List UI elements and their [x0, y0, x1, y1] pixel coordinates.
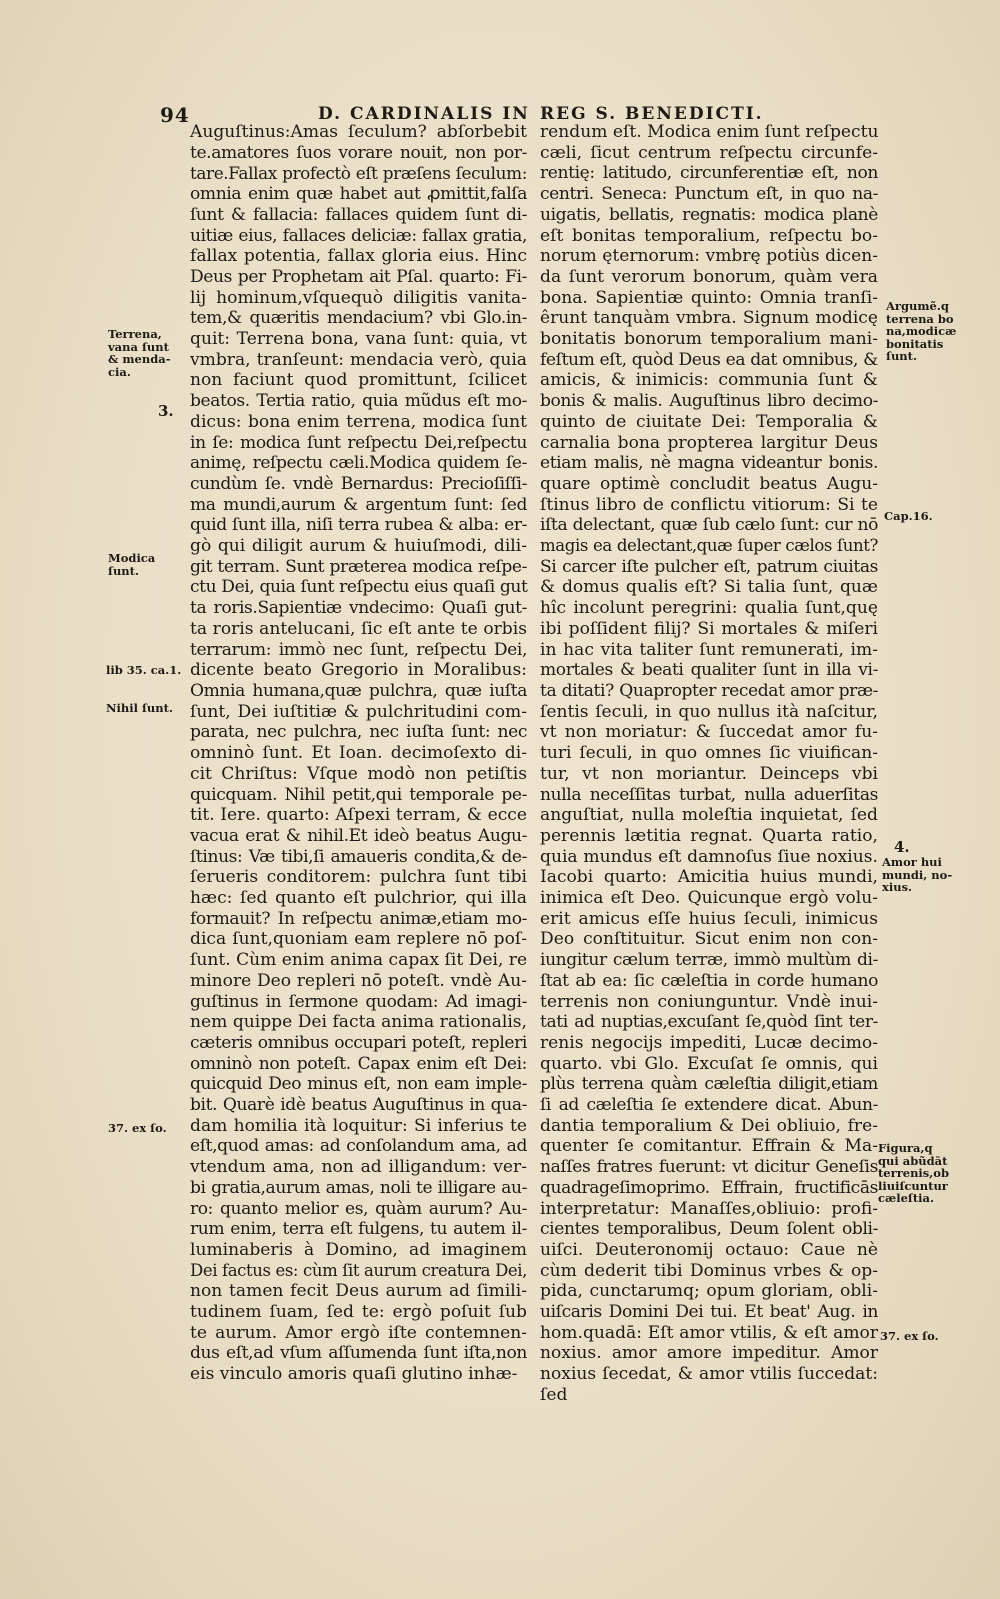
text-line: ſunt & fallacia: fallaces quidem ſunt di-: [190, 204, 527, 225]
text-line: êrunt tanquàm vmbra. Signum modicę: [540, 308, 878, 329]
margin-note-line: vana ſunt: [108, 339, 169, 354]
text-line: in hac vita taliter ſunt remunerati, im-: [540, 639, 878, 660]
text-line: tit. Iere. quarto: Aſpexi terram, & ecce: [190, 805, 527, 826]
margin-note-terrena: [108, 328, 171, 378]
text-line: tem,& quæritis mendacium? vbi Glo.in-: [190, 308, 527, 329]
text-line: parata, nec pulchra, nec iuſta ſunt: nec: [190, 722, 527, 743]
text-line: ibi poſſident filij? Si mortales & miſeri: [540, 618, 878, 639]
text-line: non faciunt quod promittunt, ſcilicet: [190, 370, 527, 391]
text-line: ta roris antelucani, ſic eſt ante te orbis: [190, 618, 527, 639]
text-line: perennis lætitia regnat. Quarta ratio,: [540, 825, 878, 846]
margin-note-reference: 37. ex ſo.: [880, 1329, 939, 1343]
text-line: git terram. Sunt præterea modica reſpe-: [190, 556, 527, 577]
text-line: animę, reſpectu cæli.Modica quidem ſe-: [190, 453, 527, 474]
text-line: vacua erat & nihil.Et ideò beatus Augu-: [190, 825, 527, 846]
text-line: cùm dederit tibi Dominus vrbes & op-: [540, 1260, 878, 1281]
text-line: turi ſeculi, in quo omnes ſic viuifican-: [540, 743, 878, 764]
text-line: rum enim, terra eſt fulgens, tu autem il-: [190, 1219, 527, 1240]
text-line: uiſcaris Domini Dei tui. Et beat' Aug. in: [540, 1302, 878, 1323]
text-line: bi gratia,aurum amas, noli te illigare au-: [190, 1177, 527, 1198]
text-line: in ſe: modica ſunt reſpectu Dei,reſpectu: [190, 432, 527, 453]
text-line: eſt bonitas temporalium, reſpectu bo-: [540, 225, 878, 246]
text-line: Deo conſtituitur. Sicut enim non con-: [540, 929, 878, 950]
margin-note-line: ſunt.: [108, 563, 139, 578]
text-line: terrarum: immò nec ſunt, reſpectu Dei,: [190, 639, 527, 660]
text-line: uiſci. Deuteronomij octauo: Caue nè: [540, 1239, 878, 1260]
text-line: feſtum eſt, quòd Deus ea dat omnibus, &: [540, 349, 878, 370]
text-line: ſtat ab ea: ſic cæleſtia in corde humano: [540, 970, 878, 991]
margin-note-lib: lib 35. ca.1.: [106, 663, 182, 677]
text-line: eſt,quod amas: ad conſolandum ama, ad: [190, 1136, 527, 1157]
text-line: iungitur cælum terræ, immò multùm di-: [540, 950, 878, 971]
text-line: hîc incolunt peregrini: qualia ſunt,quę: [540, 598, 878, 619]
text-line: ſtinus libro de conflictu vitiorum: Si te: [540, 494, 878, 515]
text-line: etiam malis, nè magna videantur bonis.: [540, 453, 878, 474]
text-line: ſunt. Cùm enim anima capax ſit Dei, re: [190, 950, 528, 971]
margin-note-line: Terrena,: [108, 327, 162, 341]
text-line: cæteris omnibus occupari poteſt, repleri: [190, 1032, 527, 1053]
text-line: tati ad nuptias,excuſant ſe,quòd ſint ter-: [540, 1012, 878, 1033]
text-line: beatos. Tertia ratio, quia mũdus eſt mo-: [190, 391, 527, 412]
text-line: ta roris.Sapientiæ vndecimo: Quaſi gut-: [190, 598, 527, 619]
text-line: ro: quanto melior es, quàm aurum? Au-: [190, 1198, 527, 1219]
text-line: terrenis non coniunguntur. Vndè inui-: [540, 991, 878, 1012]
text-line: Deus per Prophetam ait Pſal. quarto: Fi-: [190, 266, 527, 287]
text-line: quarto. vbi Glo. Excuſat ſe omnis, qui: [540, 1053, 878, 1074]
text-line: dus eſt,ad vſum aſſumenda ſunt iſta,non: [190, 1343, 527, 1364]
text-line: te aurum. Amor ergò iſte contemnen-: [190, 1322, 527, 1343]
text-line: tudinem ſuam, ſed te: ergò poſuit ſub: [190, 1302, 527, 1323]
text-line: hæc: ſed quanto eſt pulchrior, qui illa: [190, 888, 527, 909]
text-line: vmbra, tranſeunt: mendacia verò, quia: [190, 349, 527, 370]
margin-note-line: & menda-: [108, 352, 171, 366]
text-line: inimica eſt Deo. Quicunque ergò volu-: [540, 888, 878, 909]
text-line: noxius ſecedat, & amor vtilis ſuccedat:: [540, 1364, 878, 1385]
margin-note-line: Modica: [108, 551, 156, 565]
text-line: formauit? In reſpectu animæ,etiam mo-: [190, 908, 527, 929]
text-line: Omnia humana,quæ pulchra, quæ iuſta: [190, 680, 527, 701]
text-line: ſunt, Dei iuſtitiæ & pulchritudini com-: [190, 701, 527, 722]
margin-note-line: ſunt.: [886, 349, 917, 363]
text-line: bit. Quarè idè beatus Auguſtinus in qua-: [190, 1095, 527, 1116]
margin-note-nihil: Nihil ſunt.: [106, 701, 173, 715]
text-line: non tamen fecit Deus aurum ad ſimili-: [190, 1281, 527, 1302]
text-line: Dei factus es: cùm ſit aurum creatura Dei,: [190, 1260, 527, 1280]
text-line: naſſes fratres fuerunt: vt dicitur Geneſis: [540, 1157, 878, 1178]
running-head-right: REG S. BENEDICTI.: [540, 104, 764, 124]
margin-note-argumentum: [886, 300, 956, 363]
text-line: erit amicus eſſe huius ſeculi, inimicus: [540, 908, 878, 929]
text-line: te.amatores ſuos vorare nouit, non por-: [190, 142, 527, 163]
margin-note-line: qui abũdāt: [878, 1153, 948, 1168]
text-line: bonitatis bonorum temporalium mani-: [540, 329, 878, 350]
text-line: ta ditati? Quapropter recedat amor præ-: [540, 680, 878, 701]
text-line: nem quippe Dei facta anima rationalis,: [190, 1012, 527, 1033]
text-line: cit Chriſtus: Vſque modò non petiſtis: [190, 763, 527, 784]
text-line: Iacobi quarto: Amicitia huius mundi,: [540, 867, 878, 888]
text-line: dantia temporalium & Dei obliuio, fre-: [540, 1115, 878, 1136]
text-line: bona. Sapientiæ quinto: Omnia tranſi-: [540, 287, 878, 308]
margin-note-chapter: Cap.16.: [884, 509, 933, 523]
text-line: iſta delectant, quæ ſub cælo ſunt: cur nō: [540, 515, 878, 536]
margin-note-line: terrena bo: [886, 311, 954, 326]
text-line: noxius. amor amore impeditur. Amor: [540, 1343, 878, 1364]
margin-note-line: bonitatis: [886, 336, 944, 351]
text-line: vtendum ama, non ad illigandum: ver-: [190, 1157, 527, 1178]
text-line: quadrageſimoprimo. Effrain, fructificās: [540, 1177, 878, 1198]
text-line: da ſunt verorum bonorum, quàm vera: [540, 266, 878, 287]
text-line: bonis & malis. Auguſtinus libro decimo-: [540, 391, 878, 412]
margin-note-modica: [108, 552, 155, 577]
text-line: ctu Dei, quia ſunt reſpectu eius quaſi gut: [190, 577, 528, 598]
text-line: & domus qualis eſt? Si talia ſunt, quæ: [540, 577, 878, 598]
text-line: hom.quadā: Eſt amor vtilis, & eſt amor: [540, 1322, 878, 1343]
text-line: guſtinus in ſermone quodam: Ad imagi-: [190, 991, 527, 1012]
text-line: pida, cunctarumq; opum gloriam, obli-: [540, 1281, 878, 1302]
text-line: gò qui diligit aurum & huiuſmodi, dili-: [190, 536, 527, 557]
text-line: renis negocijs impediti, Lucæ decimo-: [540, 1032, 878, 1053]
margin-number-4: 4.: [894, 838, 910, 856]
text-line: ſi ad cæleſtia ſe extendere dicat. Abun-: [540, 1095, 878, 1116]
text-line: dicus: bona enim terrena, modica ſunt: [190, 411, 527, 432]
text-line: tare.Fallax profectò eſt præſens ſeculum:: [190, 163, 527, 184]
text-line: lij hominum,vſquequò diligitis vanita-: [190, 287, 527, 308]
text-line: rendum eſt. Modica enim ſunt reſpectu: [540, 122, 879, 142]
text-line: mortales & beati qualiter ſunt in illa vi-: [540, 660, 878, 681]
text-column-right: [540, 122, 878, 1406]
text-line: Auguſtinus:Amas ſeculum? abſorbebit: [190, 122, 527, 142]
text-line: quid ſunt illa, niſi terra rubea & alba: er-: [190, 515, 527, 536]
text-line: ma mundi,aurum & argentum ſunt: ſed: [190, 494, 527, 515]
text-line: rentię: latitudo, circunferentiæ eſt, non: [540, 163, 878, 184]
text-line: quinto de ciuitate Dei: Temporalia &: [540, 411, 878, 432]
text-line: magis ea delectant,quæ ſuper cælos ſunt?: [540, 536, 878, 556]
text-line: uigatis, bellatis, regnatis: modica planè: [540, 204, 878, 225]
text-line: ſerueris conditorem: pulchra ſunt tibi: [190, 867, 527, 888]
text-line: fallax potentia, fallax gloria eius. Hinc: [190, 246, 527, 267]
text-line: quare optimè concludit beatus Augu-: [540, 473, 878, 494]
text-line: tur, vt non moriantur. Deinceps vbi: [540, 763, 878, 784]
margin-note-line: terrenis,ob: [878, 1166, 949, 1180]
text-line: uitiæ eius, fallaces deliciæ: fallax gratia,: [190, 225, 527, 246]
margin-note-line: cæleſtia.: [878, 1191, 934, 1205]
margin-note-line: mundi, no-: [882, 867, 953, 882]
text-line: cundùm ſe. vndè Bernardus: Precioſiſſi-: [190, 473, 527, 494]
text-line: anguſtiat, nulla moleſtia inquietat, ſed: [540, 805, 878, 826]
text-line: centri. Seneca: Punctum eſt, in quo na-: [540, 184, 878, 205]
margin-note-line: cia.: [108, 364, 131, 379]
margin-note-amor: [882, 856, 952, 894]
text-line: quit: Terrena bona, vana ſunt: quia, vt: [190, 329, 527, 350]
text-line: ſentis ſeculi, in quo nullus ità naſcitur,: [540, 701, 878, 722]
margin-note-reference: 37. ex ſo.: [108, 1121, 167, 1135]
margin-note-line: Amor hui: [882, 855, 942, 869]
text-column-left: [190, 122, 527, 1385]
margin-note-line: xius.: [882, 880, 913, 894]
running-head-left: D. CARDINALIS IN: [318, 104, 530, 124]
text-line: luminaberis à Domino, ad imaginem: [190, 1239, 527, 1260]
margin-number-3: 3.: [158, 402, 174, 420]
text-line: norum ęternorum: vmbrę potiùs dicen-: [540, 246, 878, 267]
text-line: quicquam. Nihil petit,qui temporale pe-: [190, 784, 527, 805]
margin-note-figura: [878, 1142, 949, 1205]
text-line: omninò non poteſt. Capax enim eſt Dei:: [190, 1053, 527, 1074]
text-line: dica ſunt,quoniam eam replere nō poſ-: [190, 929, 527, 950]
margin-note-line: Figura,q: [878, 1141, 933, 1155]
text-line: plùs terrena quàm cæleſtia diligit,etiam: [540, 1074, 878, 1095]
text-line: omninò ſunt. Et Ioan. decimoſexto di-: [190, 743, 527, 764]
margin-note-line: liuiſcuntur: [878, 1178, 948, 1193]
page-number: 94: [160, 103, 190, 127]
text-line: quenter ſe comitantur. Effrain & Ma-: [540, 1136, 878, 1157]
text-line: minore Deo repleri nō poteſt. vndè Au-: [190, 970, 527, 991]
text-line: ſtinus: Væ tibi,ſi amaueris condita,& de-: [190, 846, 527, 867]
text-line: dicente beato Gregorio in Moralibus:: [190, 660, 527, 681]
text-line: dam homilia ità loquitur: Si inferius te: [190, 1115, 527, 1136]
margin-note-line: Argumẽ.q: [886, 299, 949, 313]
text-line: cæli, ſicut centrum reſpectu circunfe-: [540, 142, 878, 163]
text-line: Si carcer iſte pulcher eſt, patrum ciuitas: [540, 556, 878, 577]
text-line: eis vinculo amoris quaſi glutino inhæ-: [190, 1364, 518, 1385]
text-line: amicis, & inimicis: communia ſunt &: [540, 370, 878, 391]
text-line: cientes temporalibus, Deum ſolent obli-: [540, 1219, 878, 1240]
text-line: omnia enim quæ habet aut ꝓmittit,falſa: [190, 184, 527, 205]
text-line: quicquid Deo minus eſt, non eam imple-: [190, 1074, 527, 1095]
text-line: interpretatur: Manaſſes,obliuio: profi-: [540, 1198, 878, 1219]
text-line: nulla neceſſitas turbat, nulla aduerſitas: [540, 784, 878, 805]
text-line: carnalia bona propterea largitur Deus: [540, 432, 878, 453]
text-line: vt non moriatur: & ſuccedat amor fu-: [540, 722, 878, 743]
margin-note-line: na,modicæ: [886, 324, 957, 338]
text-line: ſed: [540, 1384, 568, 1405]
text-line: quia mundus eſt damnoſus ſiue noxius.: [540, 846, 878, 867]
